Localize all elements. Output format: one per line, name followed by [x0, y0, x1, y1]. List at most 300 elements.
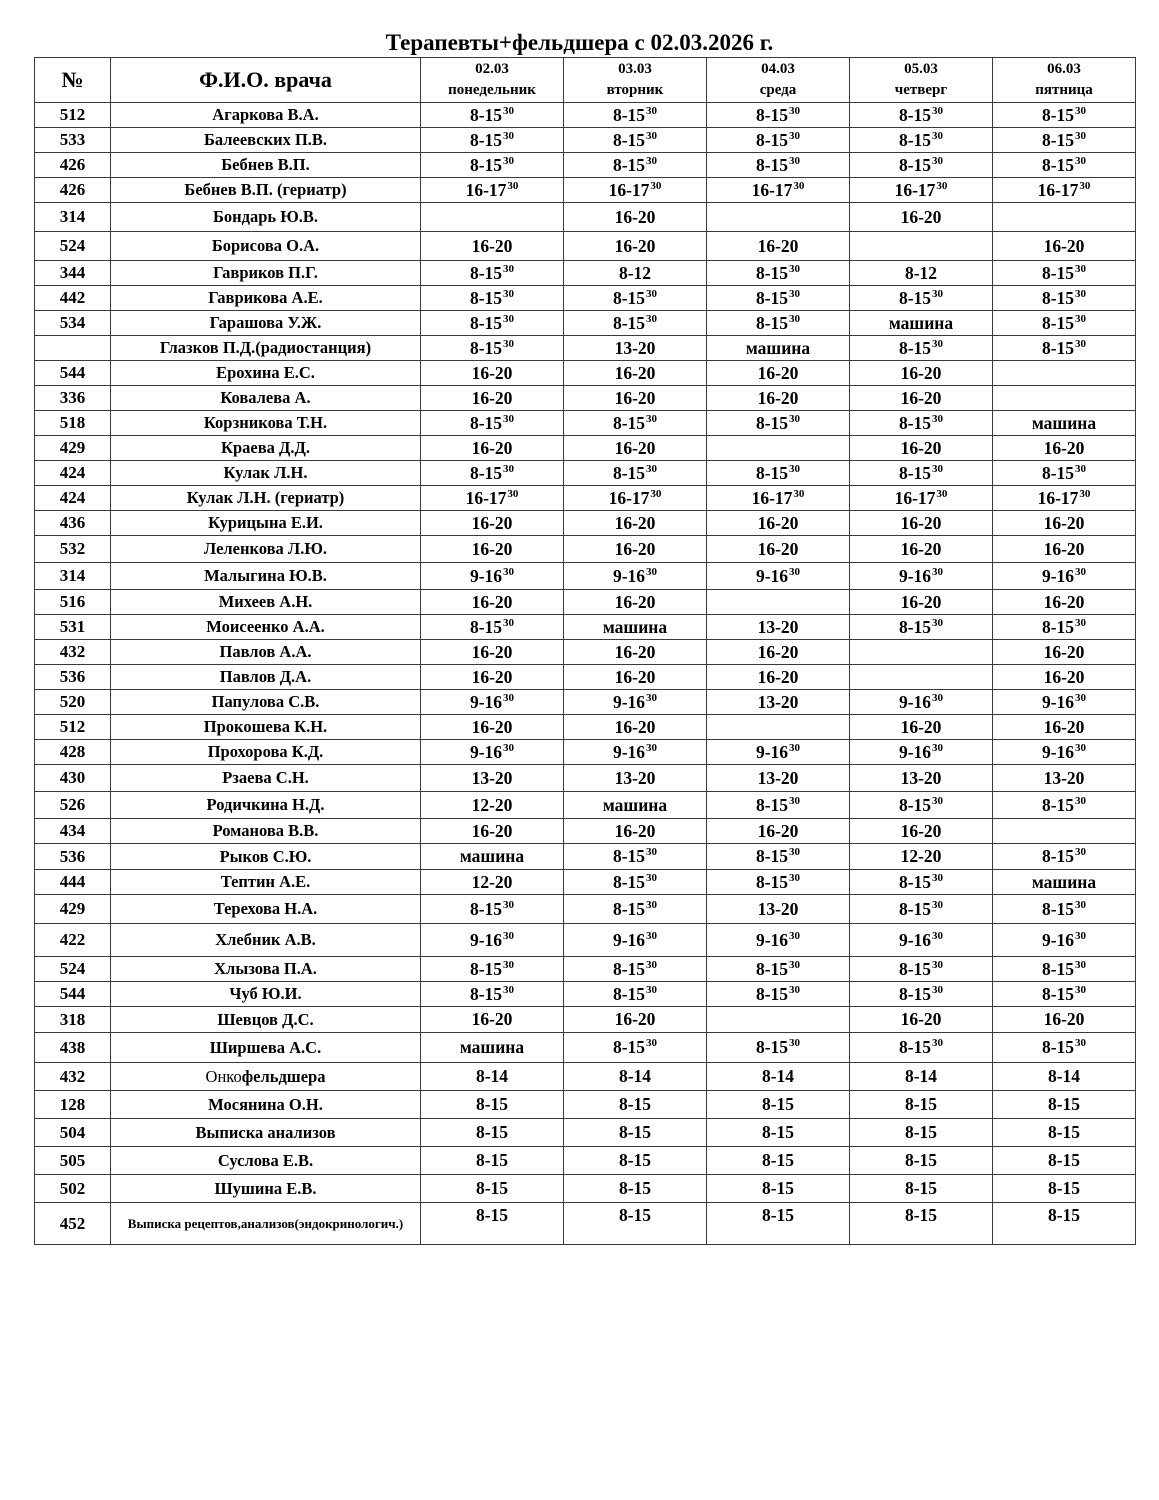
hours-text: 16-17 [465, 179, 507, 200]
schedule-cell [993, 361, 1136, 386]
doctor-name-prefix: Онко [205, 1066, 242, 1086]
hours-text: 8-15 [612, 104, 646, 125]
minutes-superscript: 30 [503, 412, 515, 425]
hours-text: 8-15 [761, 1178, 795, 1198]
room-number: 314 [35, 563, 111, 590]
hours-text: 8-15 [898, 412, 932, 433]
hours-text: 8-15 [612, 983, 646, 1004]
hours-text: машина [1031, 871, 1097, 892]
schedule-cell [421, 203, 564, 232]
hours-text: 16-17 [751, 487, 793, 508]
schedule-cell [707, 311, 850, 336]
header-row [35, 58, 1136, 103]
schedule-cell [707, 1033, 850, 1063]
hours-text: 8-15 [612, 871, 646, 892]
hours-text: 16-20 [1043, 591, 1085, 612]
schedule-cell [707, 103, 850, 128]
hours-text: машина [459, 846, 525, 866]
minutes-superscript: 30 [1075, 741, 1087, 754]
column-header-name: Ф.И.О. врача [111, 58, 421, 103]
hours-text: 8-14 [904, 1066, 938, 1086]
schedule-cell [421, 411, 564, 436]
schedule-cell [421, 1063, 564, 1091]
hours-text: 12-20 [900, 846, 942, 866]
column-header-day [564, 58, 707, 103]
schedule-cell [421, 386, 564, 411]
hours-text: 16-20 [471, 235, 513, 256]
hours-text: 8-15 [1041, 794, 1075, 815]
minutes-superscript: 30 [646, 462, 658, 475]
schedule-cell [993, 715, 1136, 740]
table-row [35, 1091, 1136, 1119]
table-row [35, 792, 1136, 819]
doctor-name: Леленкова Л.Ю. [111, 536, 421, 563]
doctor-name: Гавриков П.Г. [111, 261, 421, 286]
hours-text: 8-15 [612, 898, 646, 919]
minutes-superscript: 30 [932, 871, 944, 884]
schedule-cell [993, 590, 1136, 615]
hours-text: 8-15 [469, 129, 503, 150]
table-row [35, 765, 1136, 792]
column-header-day [707, 58, 850, 103]
hours-text: 9-16 [1041, 929, 1075, 950]
schedule-cell [707, 461, 850, 486]
minutes-superscript: 30 [1075, 983, 1087, 996]
hours-text: 8-15 [904, 1150, 938, 1170]
schedule-cell [421, 1203, 564, 1245]
hours-text: 16-20 [614, 387, 656, 408]
minutes-superscript: 30 [789, 958, 801, 971]
minutes-superscript: 30 [789, 412, 801, 425]
schedule-cell [993, 128, 1136, 153]
schedule-cell [421, 590, 564, 615]
table-row [35, 178, 1136, 203]
minutes-superscript: 30 [932, 154, 944, 167]
schedule-cell [993, 411, 1136, 436]
table-row [35, 103, 1136, 128]
schedule-cell [993, 690, 1136, 715]
hours-text: машина [745, 337, 811, 358]
minutes-superscript: 30 [789, 929, 801, 942]
hours-text: 9-16 [612, 929, 646, 950]
schedule-cell [564, 178, 707, 203]
room-number: 536 [35, 844, 111, 870]
minutes-superscript: 30 [646, 1037, 658, 1049]
hours-text: 16-20 [614, 437, 656, 458]
schedule-cell [707, 178, 850, 203]
hours-text: 9-16 [755, 741, 789, 762]
table-row [35, 486, 1136, 511]
room-number: 504 [35, 1119, 111, 1147]
day-weekday: четверг [894, 82, 948, 98]
hours-text: 16-20 [471, 641, 513, 662]
hours-text: 8-15 [898, 104, 932, 125]
schedule-cell [993, 1091, 1136, 1119]
table-row [35, 982, 1136, 1007]
schedule-cell [993, 870, 1136, 895]
schedule-cell [993, 153, 1136, 178]
table-row [35, 819, 1136, 844]
hours-text: 13-20 [757, 898, 799, 919]
schedule-cell [421, 563, 564, 590]
schedule-cell [993, 640, 1136, 665]
hours-text: 16-20 [1043, 666, 1085, 687]
room-number: 524 [35, 957, 111, 982]
schedule-cell [707, 957, 850, 982]
minutes-superscript: 30 [789, 462, 801, 475]
room-number: 544 [35, 982, 111, 1007]
schedule-cell [993, 311, 1136, 336]
hours-text: 16-17 [608, 487, 650, 508]
minutes-superscript: 30 [503, 129, 515, 142]
schedule-cell [564, 1063, 707, 1091]
schedule-cell [850, 844, 993, 870]
schedule-cell [707, 436, 850, 461]
hours-text: 8-15 [475, 1178, 509, 1198]
minutes-superscript: 30 [932, 929, 944, 942]
schedule-cell [421, 982, 564, 1007]
schedule-cell [564, 765, 707, 792]
schedule-cell [850, 232, 993, 261]
doctor-name: Мосянина О.Н. [111, 1091, 421, 1119]
schedule-cell [993, 511, 1136, 536]
minutes-superscript: 30 [503, 104, 515, 117]
table-row [35, 870, 1136, 895]
schedule-cell [421, 336, 564, 361]
schedule-cell [850, 286, 993, 311]
doctor-name: Глазков П.Д.(радиостанция) [111, 336, 421, 361]
schedule-cell [707, 690, 850, 715]
doctor-name: Бондарь Ю.В. [111, 203, 421, 232]
hours-text: 8-15 [1041, 312, 1075, 333]
hours-text: 8-15 [898, 616, 932, 637]
minutes-superscript: 30 [1075, 462, 1087, 475]
schedule-cell [850, 1063, 993, 1091]
schedule-cell [850, 563, 993, 590]
schedule-cell [993, 1147, 1136, 1175]
table-row [35, 740, 1136, 765]
schedule-cell [564, 286, 707, 311]
room-number: 533 [35, 128, 111, 153]
table-row [35, 461, 1136, 486]
schedule-cell [564, 792, 707, 819]
hours-text: 9-16 [898, 691, 932, 712]
hours-text: 9-16 [469, 691, 503, 712]
minutes-superscript: 30 [1075, 287, 1087, 300]
minutes-superscript: 30 [1075, 1037, 1087, 1049]
schedule-cell [421, 765, 564, 792]
schedule-cell [421, 895, 564, 924]
schedule-cell [421, 232, 564, 261]
hours-text: 8-15 [755, 846, 789, 866]
hours-text: 16-20 [471, 538, 513, 559]
schedule-cell [707, 870, 850, 895]
minutes-superscript: 30 [789, 741, 801, 754]
doctor-name: Романова В.В. [111, 819, 421, 844]
hours-text: 8-15 [755, 958, 789, 979]
hours-text: 8-15 [904, 1205, 938, 1225]
table-row [35, 924, 1136, 957]
hours-text: 16-20 [614, 235, 656, 256]
schedule-cell [993, 336, 1136, 361]
hours-text: 16-20 [471, 1009, 513, 1029]
minutes-superscript: 30 [503, 462, 515, 475]
hours-text: 8-15 [898, 983, 932, 1004]
schedule-cell [850, 895, 993, 924]
schedule-cell [707, 153, 850, 178]
schedule-cell [993, 982, 1136, 1007]
hours-text: 9-16 [898, 565, 932, 586]
schedule-cell [850, 461, 993, 486]
table-row [35, 203, 1136, 232]
schedule-cell [850, 386, 993, 411]
schedule-cell [850, 690, 993, 715]
minutes-superscript: 30 [507, 487, 519, 500]
schedule-cell [993, 740, 1136, 765]
hours-text: 16-20 [1043, 235, 1085, 256]
table-row [35, 436, 1136, 461]
hours-text: 8-15 [618, 1094, 652, 1114]
minutes-superscript: 30 [932, 462, 944, 475]
schedule-cell [850, 511, 993, 536]
schedule-cell [850, 715, 993, 740]
doctor-name: Бебнев В.П. [111, 153, 421, 178]
hours-text: 8-15 [761, 1122, 795, 1142]
doctor-name: Шушина Е.В. [111, 1175, 421, 1203]
schedule-cell [850, 411, 993, 436]
hours-text: 16-20 [614, 1009, 656, 1029]
schedule-cell [993, 665, 1136, 690]
minutes-superscript: 30 [793, 487, 805, 500]
hours-text: 8-15 [898, 462, 932, 483]
hours-text: 16-20 [900, 437, 942, 458]
schedule-cell [707, 1203, 850, 1245]
schedule-cell [707, 1091, 850, 1119]
schedule-cell [993, 895, 1136, 924]
doctor-name [111, 1063, 421, 1091]
hours-text: 8-15 [755, 104, 789, 125]
hours-text: 8-15 [469, 287, 503, 308]
schedule-cell [850, 203, 993, 232]
hours-text: 8-15 [618, 1150, 652, 1170]
room-number: 422 [35, 924, 111, 957]
hours-text: 13-20 [757, 616, 799, 637]
day-date: 05.03 [904, 61, 938, 77]
schedule-cell [850, 128, 993, 153]
schedule-body [35, 103, 1136, 1245]
minutes-superscript: 30 [1075, 337, 1087, 350]
hours-text: 9-16 [612, 565, 646, 586]
minutes-superscript: 30 [650, 179, 662, 192]
schedule-cell [707, 924, 850, 957]
schedule-cell [993, 1007, 1136, 1033]
schedule-cell [850, 336, 993, 361]
schedule-cell [993, 844, 1136, 870]
hours-text: 8-15 [1041, 287, 1075, 308]
hours-text: 8-15 [898, 898, 932, 919]
doctor-name: Хлебник А.В. [111, 924, 421, 957]
hours-text: 9-16 [469, 565, 503, 586]
doctor-name: Кулак Л.Н. [111, 461, 421, 486]
doctor-name: Павлов А.А. [111, 640, 421, 665]
hours-text: 8-12 [904, 262, 938, 283]
hours-text: 8-15 [1041, 898, 1075, 919]
hours-text: машина [602, 794, 668, 815]
room-number: 429 [35, 895, 111, 924]
schedule-cell [850, 1175, 993, 1203]
hours-text: 8-15 [469, 983, 503, 1004]
room-number: 344 [35, 261, 111, 286]
room-number: 424 [35, 486, 111, 511]
hours-text: 16-20 [471, 591, 513, 612]
hours-text: 8-15 [1047, 1205, 1081, 1225]
schedule-cell [707, 740, 850, 765]
doctor-name: Борисова О.А. [111, 232, 421, 261]
table-row [35, 1119, 1136, 1147]
table-row [35, 311, 1136, 336]
schedule-cell [564, 690, 707, 715]
hours-text: 16-17 [1037, 487, 1079, 508]
minutes-superscript: 30 [789, 262, 801, 275]
hours-text: 9-16 [1041, 741, 1075, 762]
schedule-cell [421, 819, 564, 844]
schedule-cell [850, 870, 993, 895]
minutes-superscript: 30 [932, 1037, 944, 1049]
schedule-cell [564, 336, 707, 361]
minutes-superscript: 30 [503, 312, 515, 325]
schedule-cell [993, 536, 1136, 563]
hours-text: 8-14 [761, 1066, 795, 1086]
schedule-cell [850, 103, 993, 128]
room-number: 524 [35, 232, 111, 261]
hours-text: 8-15 [1047, 1122, 1081, 1142]
schedule-cell [850, 153, 993, 178]
schedule-table [34, 57, 1136, 1245]
schedule-cell [421, 311, 564, 336]
hours-text: 8-15 [612, 846, 646, 866]
hours-text: 8-15 [761, 1150, 795, 1170]
minutes-superscript: 30 [932, 741, 944, 754]
room-number: 426 [35, 178, 111, 203]
minutes-superscript: 30 [1075, 129, 1087, 142]
schedule-cell [564, 536, 707, 563]
table-row [35, 153, 1136, 178]
minutes-superscript: 30 [932, 616, 944, 629]
hours-text: 9-16 [612, 741, 646, 762]
hours-text: 8-15 [755, 1037, 789, 1057]
hours-text: 8-15 [469, 312, 503, 333]
hours-text: 16-20 [900, 716, 942, 737]
doctor-name: Краева Д.Д. [111, 436, 421, 461]
doctor-name: Кулак Л.Н. (гериатр) [111, 486, 421, 511]
hours-text: 16-20 [757, 362, 799, 383]
minutes-superscript: 30 [1075, 929, 1087, 942]
room-number: 442 [35, 286, 111, 311]
schedule-cell [564, 590, 707, 615]
minutes-superscript: 30 [646, 846, 658, 858]
schedule-cell [564, 715, 707, 740]
schedule-cell [564, 486, 707, 511]
schedule-cell [850, 615, 993, 640]
table-row [35, 232, 1136, 261]
schedule-cell [993, 261, 1136, 286]
minutes-superscript: 30 [789, 312, 801, 325]
minutes-superscript: 30 [789, 104, 801, 117]
minutes-superscript: 30 [503, 262, 515, 275]
hours-text: 8-15 [469, 412, 503, 433]
table-row [35, 261, 1136, 286]
hours-text: 16-20 [757, 641, 799, 662]
schedule-cell [564, 924, 707, 957]
minutes-superscript: 30 [503, 154, 515, 167]
hours-text: 8-15 [469, 462, 503, 483]
schedule-cell [564, 982, 707, 1007]
schedule-cell [564, 1007, 707, 1033]
schedule-cell [707, 361, 850, 386]
room-number: 318 [35, 1007, 111, 1033]
minutes-superscript: 30 [932, 983, 944, 996]
schedule-cell [707, 128, 850, 153]
minutes-superscript: 30 [1075, 898, 1087, 911]
schedule-cell [564, 870, 707, 895]
minutes-superscript: 30 [503, 983, 515, 996]
schedule-cell [421, 436, 564, 461]
doctor-name: Тептин А.Е. [111, 870, 421, 895]
hours-text: машина [602, 616, 668, 637]
minutes-superscript: 30 [1075, 154, 1087, 167]
schedule-cell [707, 1063, 850, 1091]
hours-text: 16-20 [757, 666, 799, 687]
hours-text: 8-15 [618, 1178, 652, 1198]
doctor-name: Рыков С.Ю. [111, 844, 421, 870]
table-row [35, 1033, 1136, 1063]
room-number: 512 [35, 715, 111, 740]
hours-text: 13-20 [614, 767, 656, 788]
schedule-cell [564, 1091, 707, 1119]
schedule-cell [850, 590, 993, 615]
day-date: 04.03 [761, 61, 795, 77]
schedule-cell [421, 103, 564, 128]
minutes-superscript: 30 [646, 565, 658, 578]
hours-text: 16-20 [900, 1009, 942, 1029]
schedule-cell [421, 1119, 564, 1147]
doctor-name: Выписка анализов [111, 1119, 421, 1147]
schedule-cell [993, 957, 1136, 982]
doctor-name: Моисеенко А.А. [111, 615, 421, 640]
hours-text: 16-20 [900, 387, 942, 408]
minutes-superscript: 30 [646, 929, 658, 942]
doctor-name: Ерохина Е.С. [111, 361, 421, 386]
day-date: 03.03 [618, 61, 652, 77]
hours-text: 8-15 [898, 337, 932, 358]
minutes-superscript: 30 [646, 691, 658, 704]
table-row [35, 715, 1136, 740]
hours-text: 9-16 [755, 929, 789, 950]
hours-text: 8-15 [898, 871, 932, 892]
hours-text: 8-14 [475, 1066, 509, 1086]
table-row [35, 1175, 1136, 1203]
hours-text: 8-15 [612, 462, 646, 483]
schedule-cell [850, 640, 993, 665]
hours-text: 13-20 [471, 767, 513, 788]
hours-text: 8-15 [1047, 1094, 1081, 1114]
minutes-superscript: 30 [932, 129, 944, 142]
hours-text: 16-20 [757, 512, 799, 533]
schedule-cell [850, 665, 993, 690]
minutes-superscript: 30 [646, 287, 658, 300]
hours-text: 8-12 [618, 262, 652, 283]
doctor-name: Чуб Ю.И. [111, 982, 421, 1007]
